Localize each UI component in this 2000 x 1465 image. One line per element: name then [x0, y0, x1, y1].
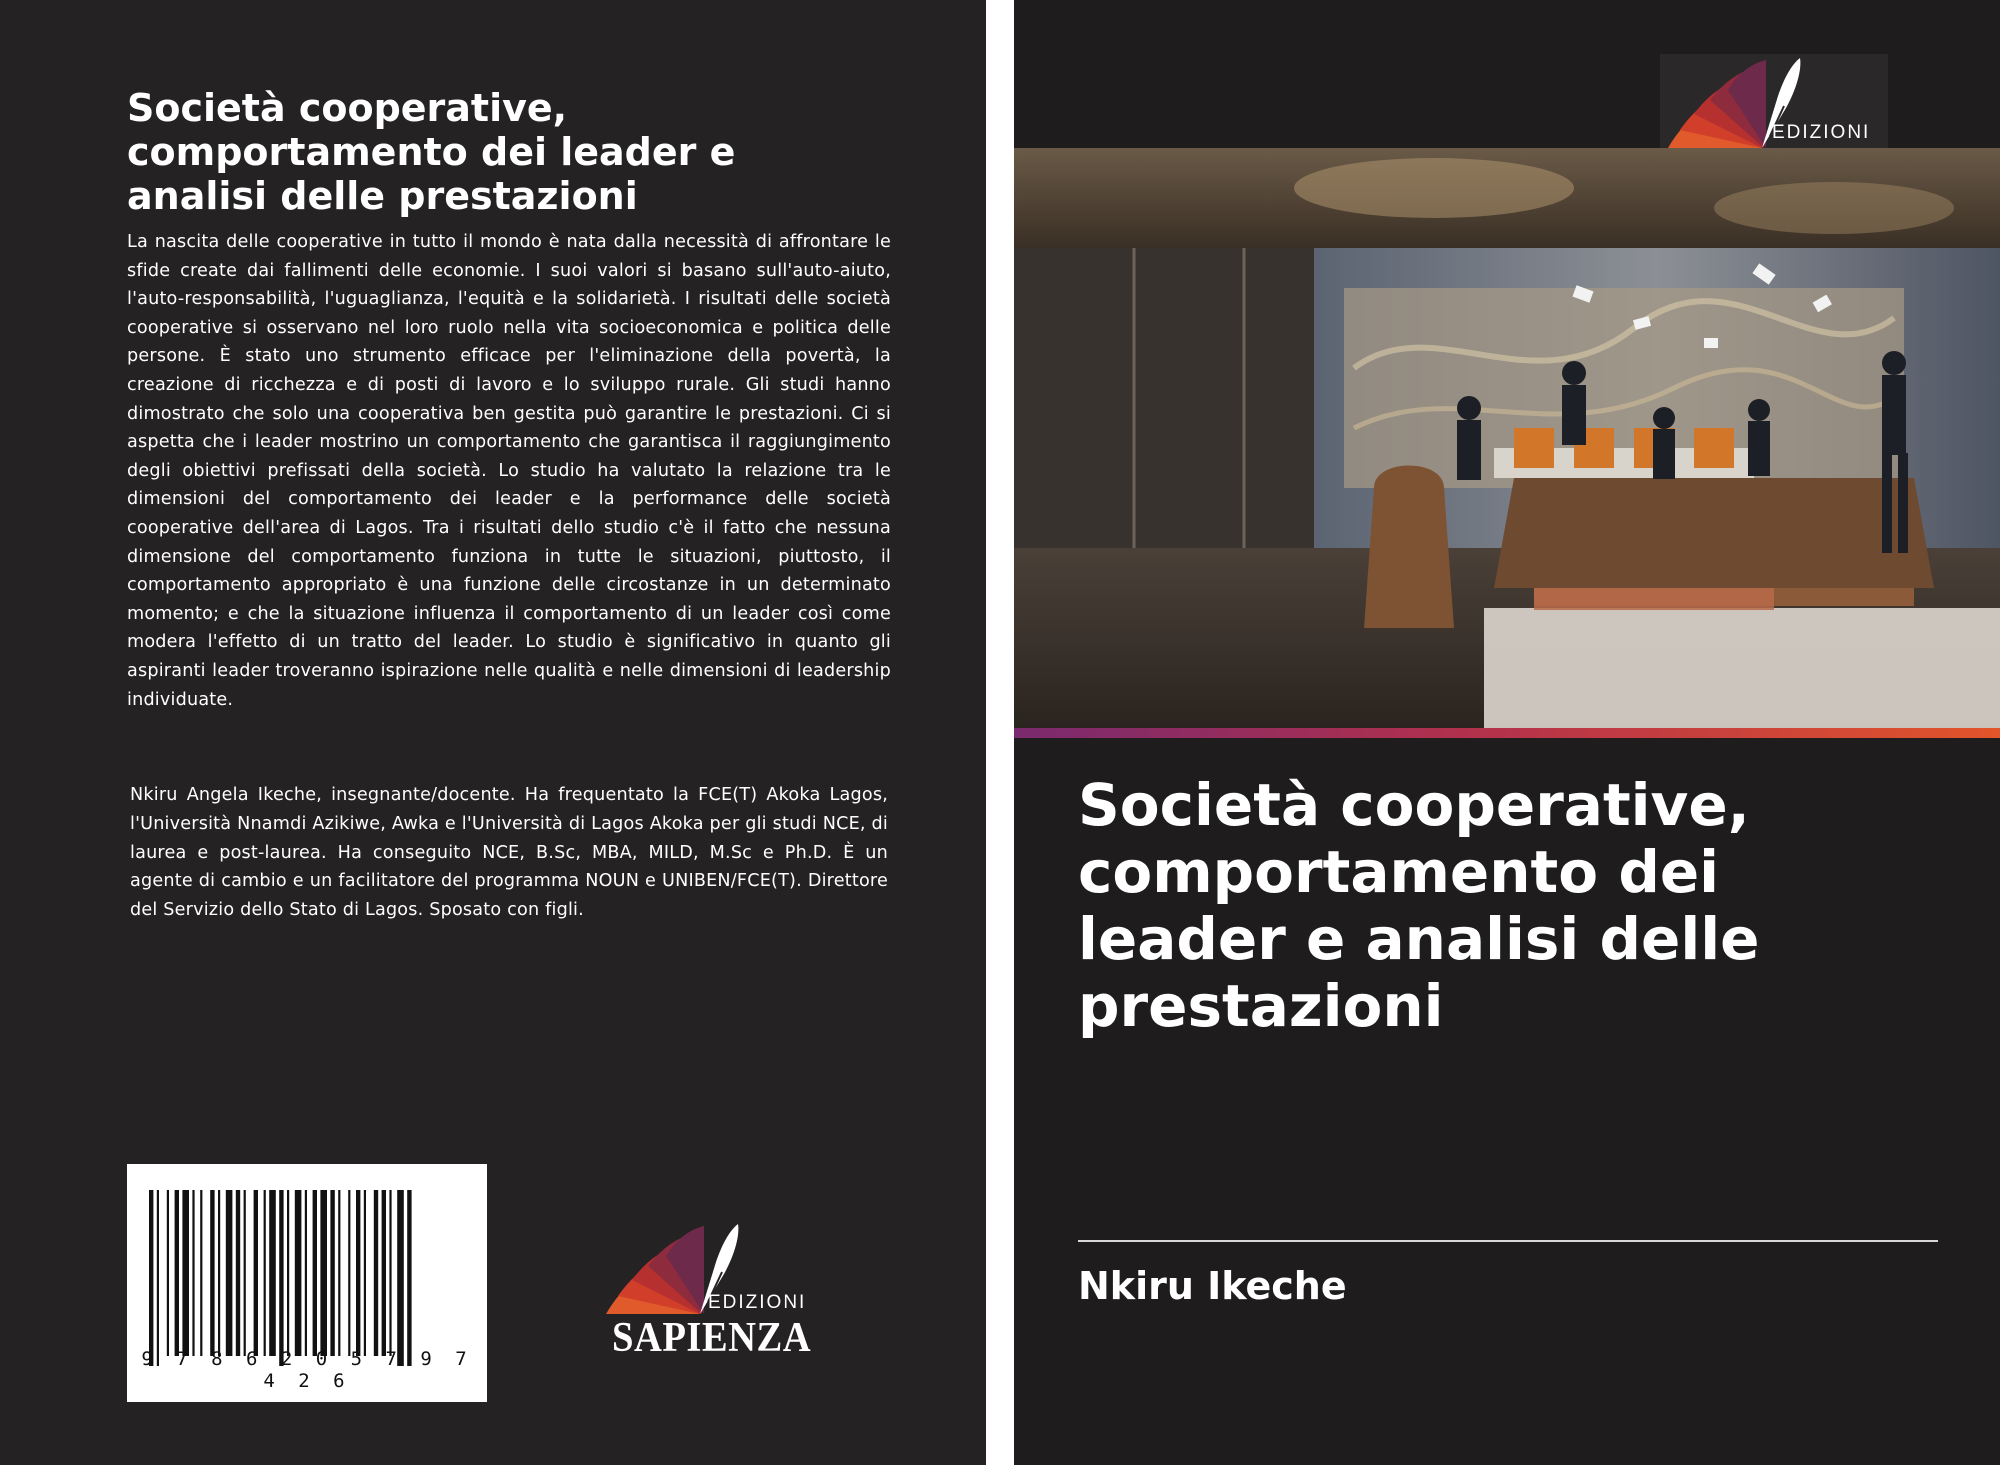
author-divider — [1078, 1240, 1938, 1242]
back-cover-blurb: La nascita delle cooperative in tutto il mondo è nata dalla necessità di affrontare le sfide create dai fallimenti delle economie. I suoi valori si basano sull'auto-aiuto, l'auto-responsabilità, l'uguaglianza, l'equità e la solidarietà. I risultati delle società cooperative si osservano nel loro ruolo nella vita socioeconomica e politica delle persone. È stato uno strumento efficace per l'eliminazione della povertà, la creazione di ricchezza e di posti di lavoro e lo sviluppo rurale. Gli studi hanno dimostrato che solo una cooperativa ben gestita può garantire le prestazioni. Ci si aspetta che i leader mostrino un comportamento che garantisca il raggiungimento degli obiettivi prefissati della società. Lo studio ha valutato la relazione tra le dimensioni del comportamento dei leader e la performance delle società cooperative dell'area di Lagos. Tra i risultati dello studio c'è il fatto che nessuna dimensione del comportamento funziona in tutte le situazioni, piuttosto, il comportamento appropriato è una funzione delle circostanze in un determinato momento; e che la situazione influenza il comportamento di un leader così come modera l'effetto di un tratto del leader. Lo studio è significativo in quanto gli aspiranti leader troveranno ispirazione nelle qualità e nelle dimensioni di leadership individuate. — [127, 232, 891, 710]
publisher-name-back: SAPIENZA — [612, 1315, 812, 1361]
isbn-number: 9 7 8 6 2 0 5 7 9 7 4 2 6 — [141, 1348, 473, 1392]
spine-gap — [986, 0, 1014, 1465]
back-cover-title: Società cooperative, comportamento dei leader e analisi delle prestazioni — [127, 86, 736, 218]
publisher-imprint-front: EDIZIONI — [1772, 122, 1871, 143]
office-scene-illustration — [1014, 148, 2000, 728]
front-cover-author: Nkiru Ikeche — [1078, 1264, 1347, 1308]
publisher-imprint-back: EDIZIONI — [708, 1292, 807, 1313]
accent-stripe — [1014, 728, 2000, 738]
cover-photo-office-celebration — [1014, 148, 2000, 728]
author-bio: Nkiru Angela Ikeche, insegnante/docente. Ha frequentato la FCE(T) Akoka Lagos, l'Università Nnamdi Azikiwe, Awka e l'Università di Lagos Akoka per gli studi NCE, di laurea e post-laurea. Ha conseguito NCE, B.Sc, MBA, MILD, M.Sc e Ph.D. È un agente di cambio e un facilitatore del programma NOUN e UNIBEN/FCE(T). Direttore del Servizio dello Stato di Lagos. Sposato con figli. — [130, 785, 888, 921]
isbn-barcode — [127, 1164, 487, 1402]
front-cover-title: Società cooperative, comportamento dei leader e analisi delle prestazioni — [1078, 771, 1760, 1040]
publisher-logo-back — [604, 1222, 824, 1361]
